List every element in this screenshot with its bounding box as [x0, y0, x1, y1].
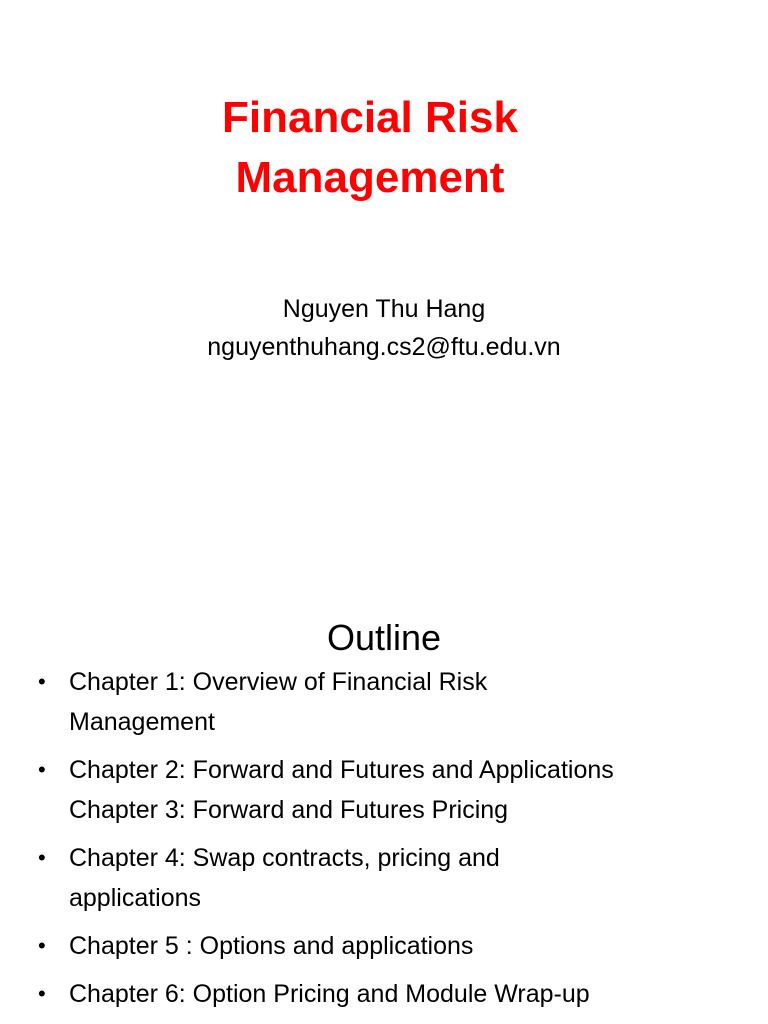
slide-title [0, 88, 740, 208]
outline-item [0, 926, 768, 966]
outline-item-line: applications [69, 884, 202, 912]
bullet-icon: • [38, 933, 46, 958]
outline-item [0, 838, 768, 918]
slide-title-line: Management [235, 153, 505, 202]
outline-item-line: Chapter 4: Swap contracts, pricing and [69, 844, 500, 872]
author-block [0, 290, 768, 366]
outline-item-line: Chapter 5 : Options and applications [69, 932, 474, 960]
bullet-icon: • [38, 845, 46, 870]
author-email: nguyenthuhang.cs2@ftu.edu.vn [207, 333, 561, 361]
outline-item-line: Management [69, 708, 215, 736]
outline-list [0, 662, 768, 1022]
bullet-icon: • [38, 757, 46, 782]
outline-item-line: Chapter 1: Overview of Financial Risk [69, 668, 488, 696]
outline-item-line: Chapter 2: Forward and Futures and Applications [69, 756, 614, 784]
slide-title-line: Financial Risk [222, 93, 518, 142]
outline-item-line: Chapter 6: Option Pricing and Module Wrap-up [69, 980, 590, 1008]
bullet-icon: • [38, 669, 46, 694]
outline-item [0, 662, 768, 742]
outline-item-line: Chapter 3: Forward and Futures Pricing [69, 796, 509, 824]
bullet-icon: • [38, 981, 46, 1006]
outline-title: Outline [326, 617, 442, 658]
outline-item [0, 974, 768, 1014]
outline-item [0, 750, 768, 830]
author-name: Nguyen Thu Hang [282, 295, 486, 323]
